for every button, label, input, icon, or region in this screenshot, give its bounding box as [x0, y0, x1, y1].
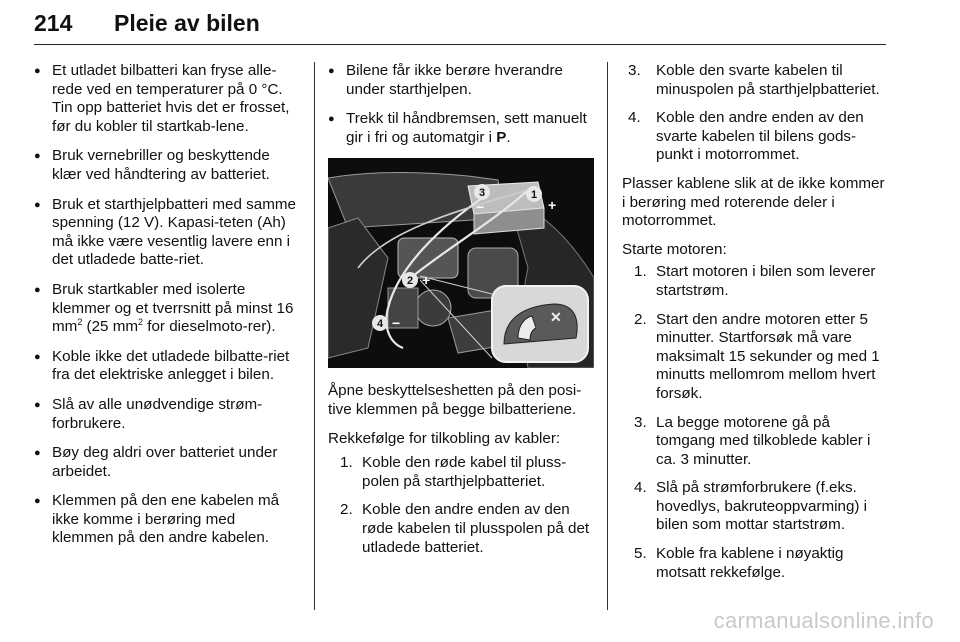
step-text: Koble fra kablene i nøyaktig motsatt rekkefølge. [656, 545, 844, 581]
jump-start-illustration [328, 158, 594, 368]
figure-plus-sign: + [422, 272, 431, 289]
step-number: 3. [628, 62, 641, 79]
figure-caption: Åpne beskyttelseshetten på den posi-tive klemmen på begge bilbatteriene. [328, 382, 582, 418]
figure-cross-sign: ✕ [550, 309, 562, 326]
step-number: 1. [634, 263, 647, 281]
figure-label-2: 2 [406, 275, 414, 288]
step-number: 3. [634, 413, 647, 431]
column-1 [34, 62, 300, 559]
bullet-item: ● Slå av alle unødvendige strøm-forbrukere. [34, 396, 300, 433]
step-item [328, 501, 594, 557]
superscript: 2 [138, 317, 144, 328]
handbrake-text: Trekk til håndbremsen, sett manuelt gir i fri og automatgir i [346, 110, 587, 146]
step-number: 2. [340, 501, 353, 519]
column-2 [328, 62, 594, 567]
step-item [622, 109, 888, 165]
figure-label-3: 3 [478, 187, 486, 200]
bullet-item-cable-crosssection [34, 281, 300, 337]
cable-placement-note: Plasser kablene slik at de ikke kommer i berøring med roterende deler i motorrommet. [622, 174, 885, 230]
cable-text-mid: (25 mm [82, 318, 139, 336]
page-header [34, 6, 886, 45]
figure-label-4: 4 [376, 318, 384, 331]
connection-steps-continued [622, 62, 888, 165]
step-text: Slå på strømforbrukere (f.eks. hovedlys, bakruteoppvarming) i bilen som mottar startstrøm. [656, 479, 868, 534]
start-engine-intro: Starte motoren: [622, 240, 727, 258]
figure-minus-sign: − [476, 199, 485, 216]
page-number: 214 [34, 10, 73, 36]
cable-text-pre: Bruk startkabler med isolerte klemmer og et tverrsnitt på minst 16 mm [52, 280, 294, 336]
step-item [622, 545, 888, 582]
prep-bullet-list [328, 62, 594, 147]
bullet-item: ● Bruk vernebriller og beskyttende klær ved håndtering av batteriet. [34, 147, 300, 184]
superscript: 2 [77, 317, 83, 328]
engine-bay-drawing [328, 158, 594, 368]
step-text: Start den andre motoren etter 5 minutter. Startforsøk må vare maksimalt 15 sekunder og med 1 minutts mellomrom mellom hvert forsøk. [656, 310, 880, 402]
bullet-item: ● Et utladet bilbatteri kan fryse alle-rede ved en temperaturer på 0 °C. Tin opp batteriet hvis det er frosset, før du kobler til startkab-lene. [34, 62, 300, 136]
step-text: Koble den andre enden av den svarte kabelen til bilens gods-punkt i motorrommet. [656, 109, 864, 164]
figure-label-1: 1 [530, 189, 538, 202]
figure-plus-sign: + [548, 197, 557, 214]
step-number: 4. [628, 109, 641, 127]
handbrake-text-end: . [506, 128, 511, 146]
bullet-item: ● Bilene får ikke berøre hverandre under starthjelpen. [328, 62, 594, 99]
step-item [622, 311, 888, 404]
bullet-item-handbrake [328, 110, 594, 147]
bullet-item: ● Bøy deg aldri over batteriet under arbeidet. [34, 444, 300, 481]
gear-p-label: P [496, 128, 507, 146]
step-item [622, 414, 888, 470]
step-item [622, 479, 888, 535]
column-3 [622, 62, 888, 592]
bullet-item: ● Bruk et starthjelpbatteri med samme spenning (12 V). Kapasi-teten (Ah) må ikke være vesentlig lavere enn i det utladede batte-riet. [34, 196, 300, 270]
column-divider-2 [607, 62, 608, 610]
watermark: carmanualsonline.info [713, 608, 934, 633]
cable-text-post: for dieselmoto-rer). [143, 318, 276, 336]
step-text: Koble den andre enden av den røde kabelen til plusspolen på det utladede batteriet. [362, 501, 590, 556]
step-item [622, 263, 888, 300]
step-number: 5. [634, 545, 647, 563]
page-title: Pleie av bilen [114, 10, 260, 36]
step-item [328, 454, 594, 491]
step-item [622, 62, 888, 99]
figure-minus-sign: − [392, 315, 401, 332]
step-number: 1. [340, 454, 353, 472]
step-text: La begge motorene gå på tomgang med tilkoblede kabler i ca. 3 minutter. [656, 413, 871, 468]
step-text: Koble den røde kabel til pluss-polen på starthjelpbatteriet. [362, 454, 567, 490]
connection-order-intro: Rekkefølge for tilkobling av kabler: [328, 429, 561, 447]
connection-steps [328, 454, 594, 557]
start-engine-steps [622, 263, 888, 582]
step-number: 2. [634, 310, 647, 328]
bullet-item: ● Koble ikke det utladede bilbatte-riet fra det elektriske anlegget i bilen. [34, 348, 300, 385]
step-number: 4. [634, 479, 647, 497]
step-text: Start motoren i bilen som leverer startstrøm. [656, 263, 876, 299]
step-text: Koble den svarte kabelen til minuspolen på starthjelpbatteriet. [656, 62, 880, 98]
bullet-item: ● Klemmen på den ene kabelen må ikke komme i berøring med klemmen på den andre kabelen. [34, 492, 300, 548]
column-divider-1 [314, 62, 315, 610]
safety-bullet-list [34, 62, 300, 548]
